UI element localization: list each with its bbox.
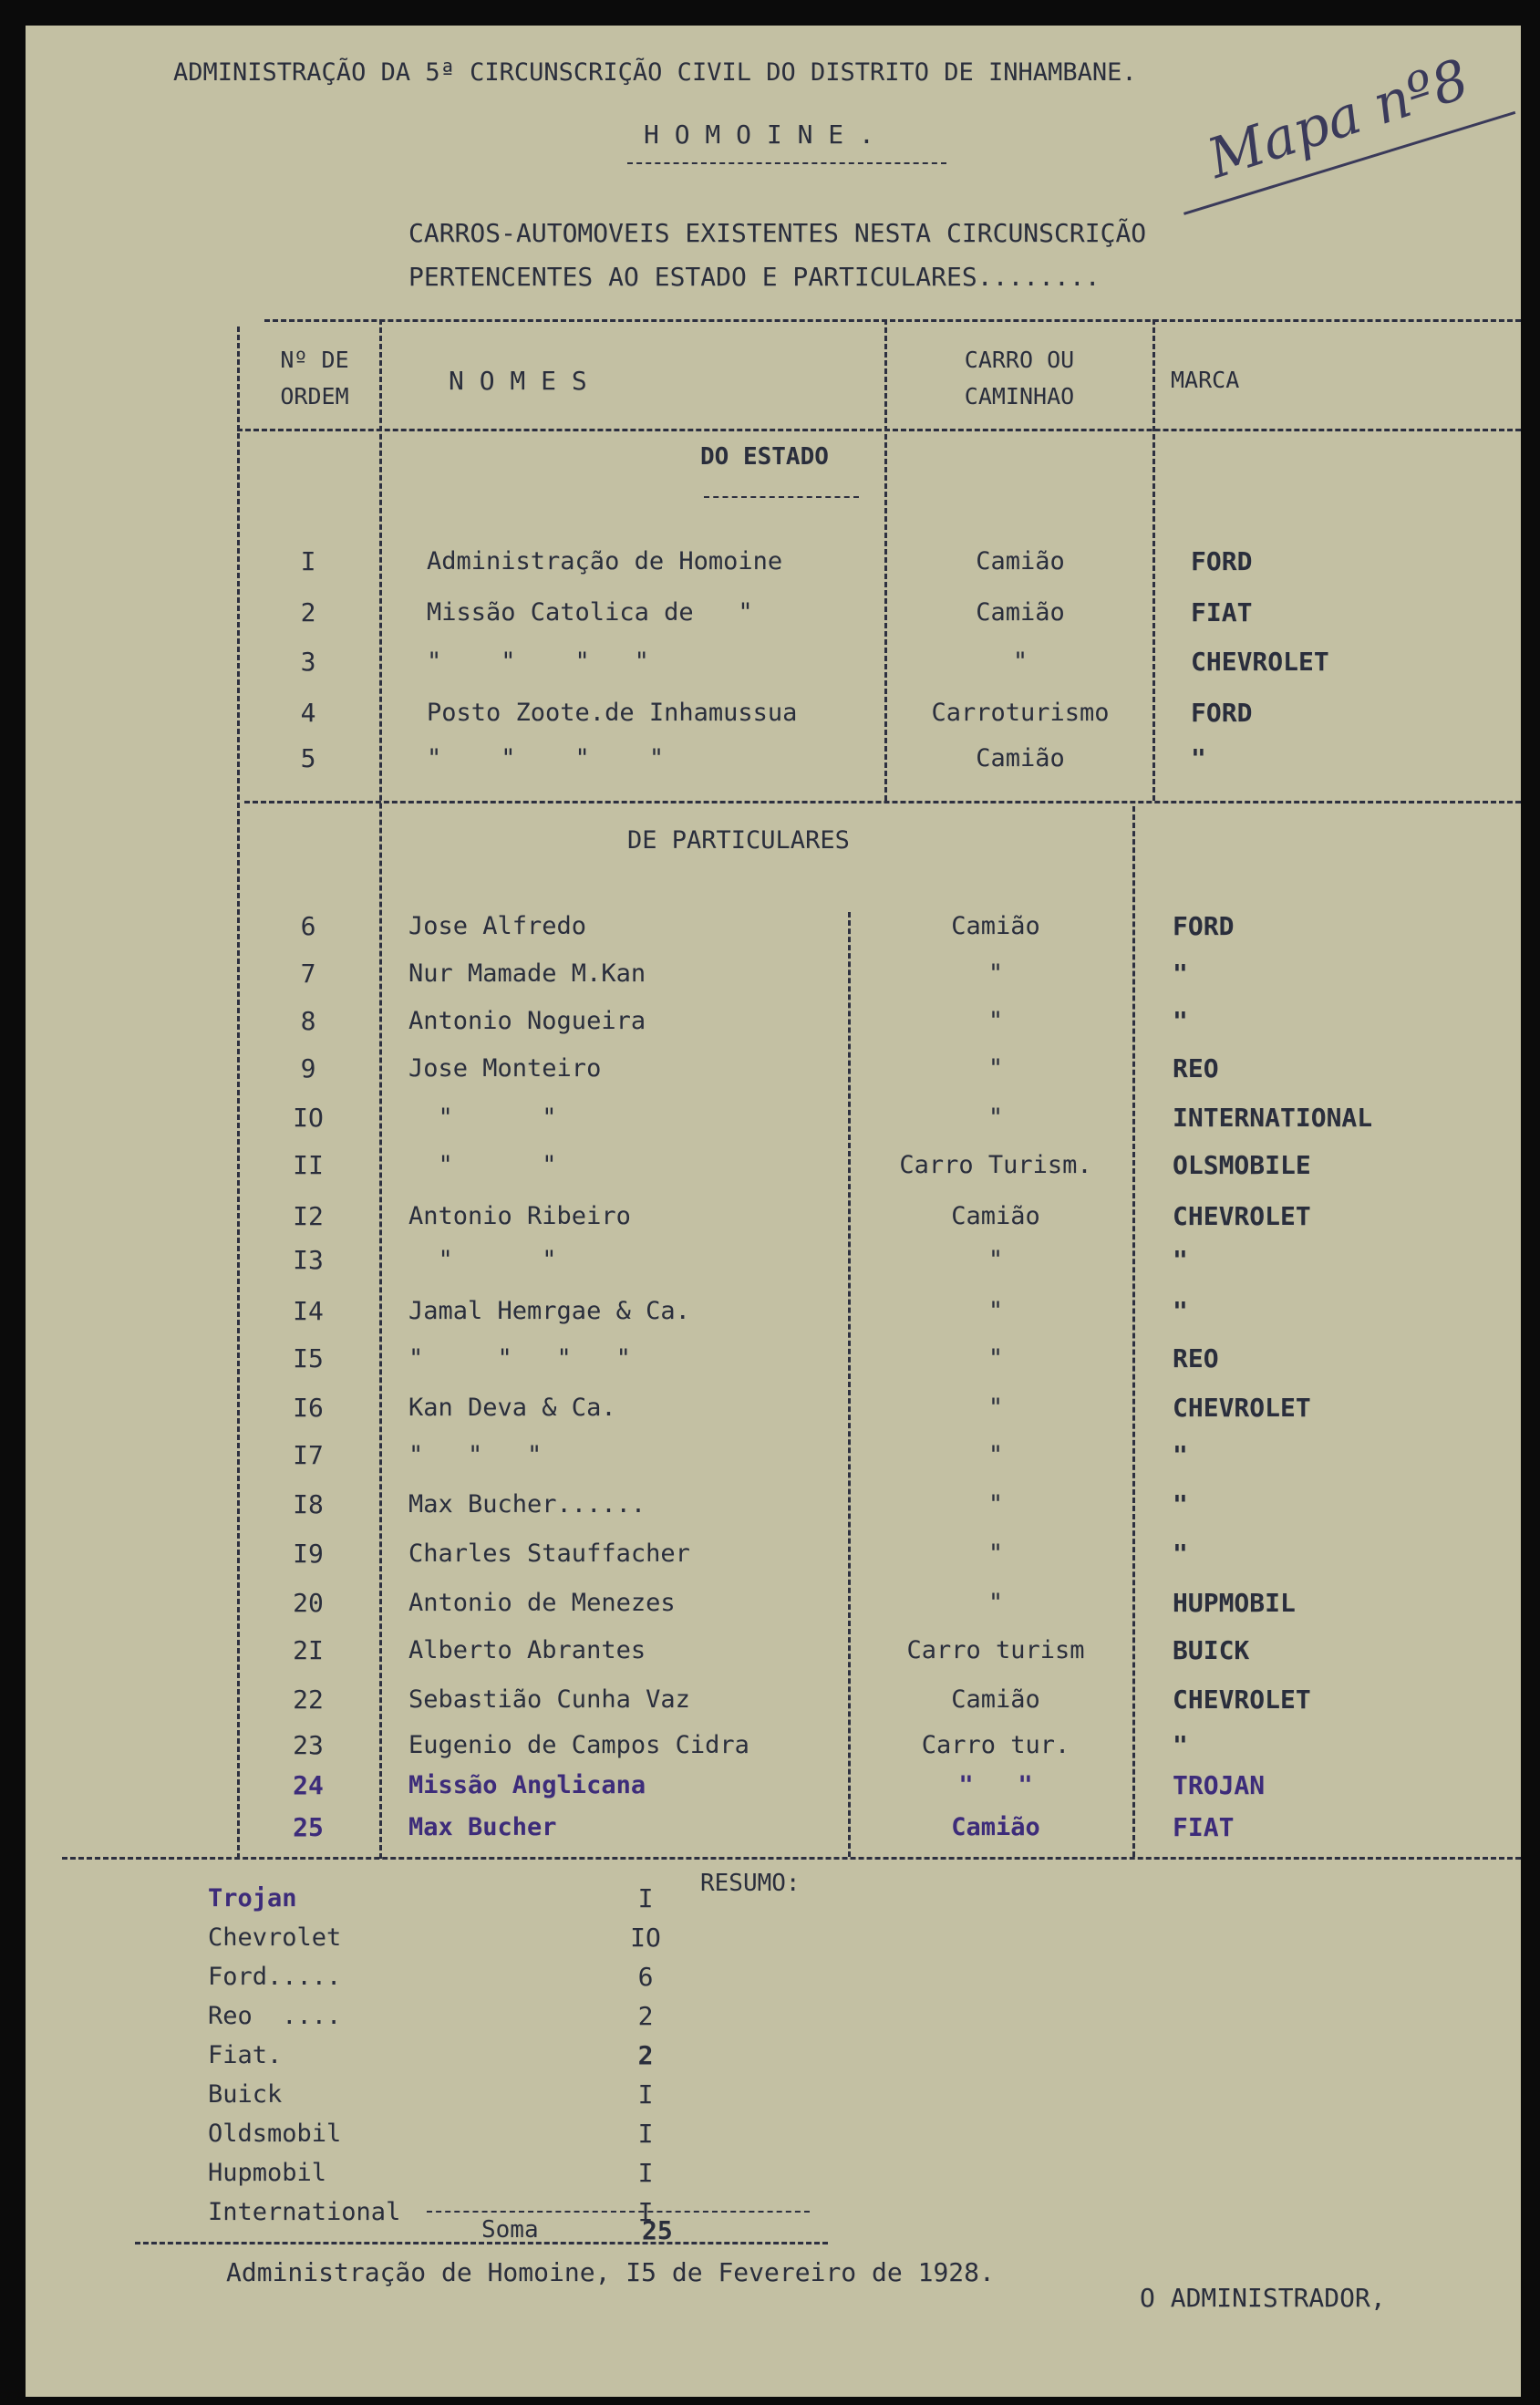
row-type: " (987, 1246, 1004, 1274)
row-brand: REO (1173, 1343, 1219, 1374)
row-brand: CHEVROLET (1173, 1201, 1311, 1231)
row-number: I (300, 546, 316, 576)
col-brand-rule-estado (1152, 319, 1155, 801)
row-name: " " (408, 1151, 557, 1179)
row-number: 22 (293, 1685, 324, 1715)
row-brand: " (1173, 1730, 1188, 1760)
row-number: 9 (300, 1053, 316, 1083)
row-type: Carro turism (906, 1636, 1085, 1664)
table-left-rule (237, 327, 240, 1859)
resumo-brand: Fiat. (208, 2041, 283, 2069)
row-type: Camião (951, 1813, 1040, 1841)
row-name: Eugenio de Campos Cidra (408, 1731, 749, 1759)
resumo-count: I (637, 2197, 654, 2227)
row-brand: BUICK (1173, 1635, 1250, 1665)
row-number: 2 (300, 597, 316, 627)
row-number: IO (293, 1103, 324, 1133)
row-number: 8 (300, 1006, 316, 1036)
row-name: Antonio Ribeiro (408, 1202, 631, 1230)
resumo-brand: Chevrolet (208, 1923, 342, 1952)
row-type: " (987, 959, 1004, 988)
section-estado-label: DO ESTADO (700, 443, 829, 471)
section-particulares-label: DE PARTICULARES (627, 826, 850, 855)
col-brand-rule-particulares (1132, 806, 1135, 1857)
row-name: Max Bucher...... (408, 1490, 646, 1519)
row-name: Jamal Hemrgae & Ca. (408, 1297, 690, 1325)
row-name: Antonio de Menezes (408, 1589, 676, 1617)
row-type: Camião (976, 547, 1065, 575)
row-brand: TROJAN (1173, 1770, 1266, 1800)
row-brand: " (1191, 743, 1206, 773)
row-name: " " (408, 1104, 557, 1132)
row-number: 4 (300, 698, 316, 728)
row-name: Alberto Abrantes (408, 1636, 646, 1664)
row-type: Camião (976, 744, 1065, 772)
row-name: " " " (408, 1441, 543, 1469)
row-brand: FORD (1191, 546, 1253, 576)
row-number: 25 (293, 1812, 324, 1842)
col-type-rule-particulares (848, 912, 851, 1857)
col-type-label: CARRO OU (964, 347, 1075, 373)
row-name: " " " " (427, 648, 649, 676)
footer-rule (135, 2242, 828, 2244)
row-type: " (987, 1007, 1004, 1035)
table-top-rule (264, 319, 1521, 322)
row-type: Camião (951, 912, 1040, 940)
row-number: I2 (293, 1201, 324, 1231)
row-type: " (987, 1441, 1004, 1469)
resumo-count: 2 (637, 2040, 654, 2070)
resumo-count: IO (630, 1923, 661, 1953)
row-name: Nur Mamade M.Kan (408, 959, 646, 988)
row-type: " (987, 1297, 1004, 1325)
row-name: Posto Zoote.de Inhamussua (427, 699, 798, 727)
row-number: 24 (293, 1770, 324, 1800)
row-type: " (987, 1054, 1004, 1083)
row-number: I9 (293, 1539, 324, 1569)
handwritten-note: Mapa nº8 (1200, 47, 1477, 192)
resumo-brand: Buick (208, 2080, 283, 2109)
row-brand: " (1173, 1539, 1188, 1569)
row-brand: " (1173, 1489, 1188, 1519)
row-type: Camião (951, 1685, 1040, 1714)
row-type: " (1012, 648, 1028, 676)
resumo-brand: Oldsmobil (208, 2120, 342, 2148)
row-number: I6 (293, 1393, 324, 1423)
row-type: " (987, 1539, 1004, 1568)
row-name: Jose Alfredo (408, 912, 587, 940)
row-brand: FIAT (1191, 597, 1253, 627)
row-brand: OLSMOBILE (1173, 1150, 1311, 1180)
row-brand: " (1173, 1006, 1188, 1036)
section-divider-rule (244, 801, 1521, 803)
resumo-count: 2 (637, 2001, 654, 2031)
header-place: H O M O I N E . (644, 119, 874, 150)
resumo-count: I (637, 2158, 654, 2188)
row-type: " (987, 1589, 1004, 1617)
row-brand: CHEVROLET (1173, 1393, 1311, 1423)
resumo-count: 6 (637, 1962, 654, 1992)
resumo-count: I (637, 1883, 654, 1913)
row-brand: REO (1173, 1053, 1219, 1083)
row-number: 3 (300, 647, 316, 677)
row-name: Kan Deva & Ca. (408, 1394, 616, 1422)
row-name: Antonio Nogueira (408, 1007, 646, 1035)
row-brand: " (1173, 1296, 1188, 1326)
row-brand: " (1173, 959, 1188, 989)
col-type-label-2: CAMINHAO (964, 383, 1075, 409)
col-names-label: N O M E S (449, 366, 587, 396)
row-number: 2I (293, 1635, 324, 1665)
row-number: I3 (293, 1245, 324, 1275)
col-num-label: Nº DE (280, 347, 349, 373)
row-number: 6 (300, 911, 316, 941)
row-type: Camião (976, 598, 1065, 627)
resumo-count: I (637, 2119, 654, 2149)
resumo-brand: International (208, 2198, 401, 2226)
soma-label: Soma (481, 2216, 539, 2244)
document-sheet (26, 26, 1521, 2397)
col-names-rule (379, 319, 382, 1859)
row-brand: FORD (1173, 911, 1235, 941)
resumo-count: I (637, 2079, 654, 2110)
resumo-brand: Ford..... (208, 1963, 342, 1991)
row-type: Camião (951, 1202, 1040, 1230)
row-brand: CHEVROLET (1191, 647, 1329, 677)
row-name: Charles Stauffacher (408, 1539, 690, 1568)
row-name: Max Bucher (408, 1813, 557, 1841)
row-number: I4 (293, 1296, 324, 1326)
row-number: 5 (300, 743, 316, 773)
header-line1: ADMINISTRAÇÃO DA 5ª CIRCUNSCRIÇÃO CIVIL DO DISTRITO DE INHAMBANE. (173, 58, 1137, 87)
row-name: Jose Monteiro (408, 1054, 602, 1083)
header-underline (627, 162, 946, 164)
table-bottom-rule (62, 1857, 1521, 1860)
row-type: Carroturismo (931, 699, 1110, 727)
row-number: 7 (300, 959, 316, 989)
resumo-soma-rule (427, 2211, 810, 2213)
row-number: I7 (293, 1440, 324, 1470)
row-number: 23 (293, 1730, 324, 1760)
resumo-brand: Trojan (208, 1884, 297, 1913)
row-type: " (987, 1104, 1004, 1132)
row-brand: HUPMOBIL (1173, 1588, 1296, 1618)
row-number: I5 (293, 1343, 324, 1374)
signature: O ADMINISTRADOR, (1140, 2283, 1386, 2313)
resumo-brand: Hupmobil (208, 2159, 327, 2187)
row-type: " (987, 1490, 1004, 1519)
table-header-rule (237, 429, 1521, 431)
row-brand: INTERNATIONAL (1173, 1103, 1373, 1133)
col-brand-label: MARCA (1171, 367, 1240, 393)
resumo-label: RESUMO: (700, 1870, 801, 1897)
title-line2: PERTENCENTES AO ESTADO E PARTICULARES........ (408, 262, 1101, 292)
row-name: Sebastião Cunha Vaz (408, 1685, 690, 1714)
row-name: " " " " (408, 1344, 631, 1373)
row-brand: " (1173, 1440, 1188, 1470)
row-type: " " (958, 1771, 1033, 1799)
row-type: " (987, 1344, 1004, 1373)
col-type-rule-estado (884, 319, 887, 801)
row-brand: " (1173, 1245, 1188, 1275)
row-type: Carro Turism. (899, 1151, 1092, 1179)
row-brand: CHEVROLET (1173, 1685, 1311, 1715)
resumo-brand: Reo .... (208, 2002, 342, 2030)
row-number: I8 (293, 1489, 324, 1519)
row-name: Administração de Homoine (427, 547, 783, 575)
col-num-label-2: ORDEM (280, 383, 349, 409)
row-brand: FIAT (1173, 1812, 1235, 1842)
row-type: Carro tur. (921, 1731, 1070, 1759)
row-type: " (987, 1394, 1004, 1422)
soma-value: 25 (642, 2215, 673, 2245)
row-name: " " (408, 1246, 557, 1274)
row-name: Missão Anglicana (408, 1771, 646, 1799)
row-number: 20 (293, 1588, 324, 1618)
row-name: " " " " (427, 744, 665, 772)
row-number: II (293, 1150, 324, 1180)
row-name: Missão Catolica de " (427, 598, 753, 627)
place-date: Administração de Homoine, I5 de Fevereiro de 1928. (226, 2257, 995, 2287)
row-brand: FORD (1191, 698, 1253, 728)
title-line1: CARROS-AUTOMOVEIS EXISTENTES NESTA CIRCUNSCRIÇÃO (408, 218, 1147, 248)
section-estado-underline (704, 496, 859, 498)
